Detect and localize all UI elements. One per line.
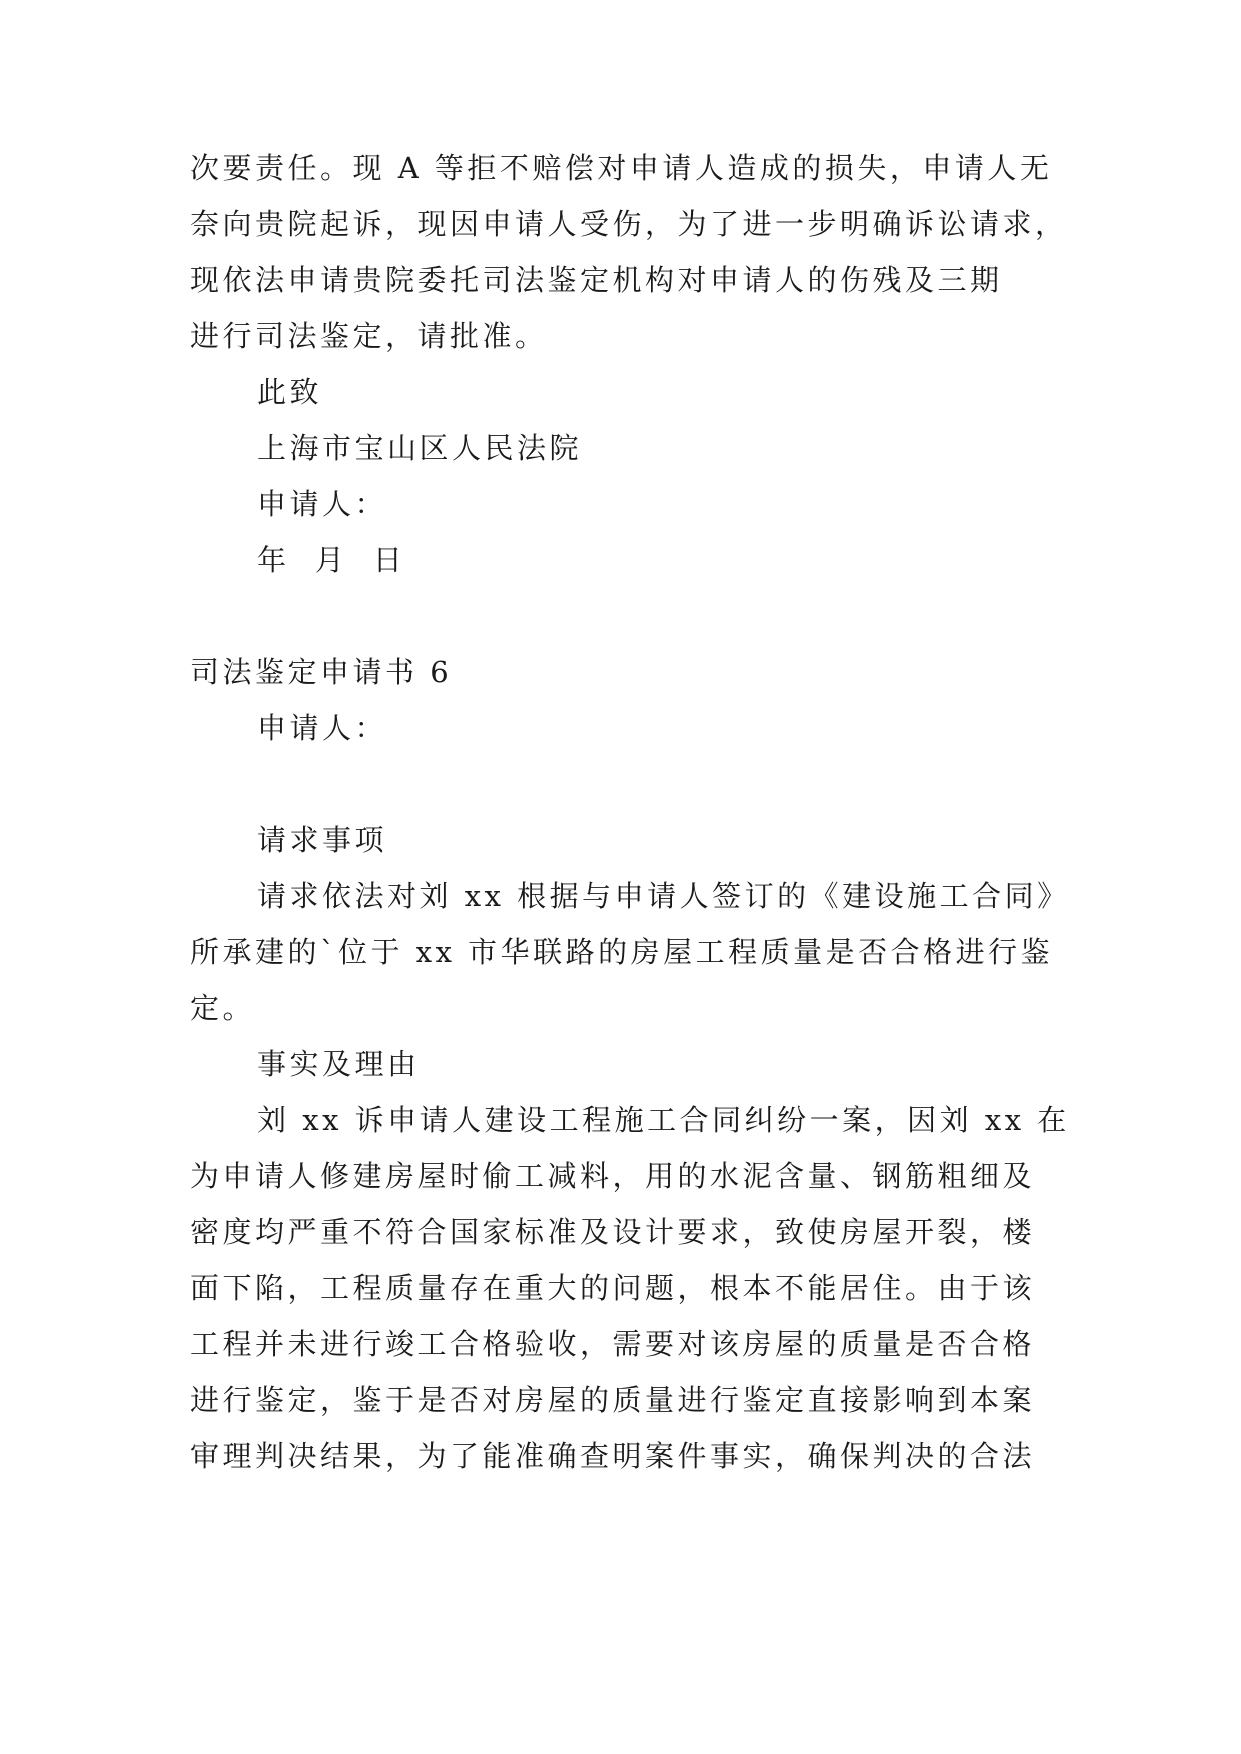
facts-heading: 事实及理由: [257, 1047, 420, 1081]
paragraph-line: 次要责任。现 A 等拒不赔偿对申请人造成的损失，申请人无: [190, 151, 1053, 185]
paragraph-line: 定。: [190, 991, 256, 1025]
paragraph-line: 奈向贵院起诉，现因申请人受伤，为了进一步明确诉讼请求，: [190, 207, 1068, 241]
request-heading: 请求事项: [257, 823, 388, 857]
paragraph-line: 请求依法对刘 xx 根据与申请人签订的《建设施工合同》: [257, 879, 1070, 913]
salutation: 此致: [257, 375, 323, 409]
date-label: 年 月 日: [257, 543, 406, 577]
paragraph-line: 工程并未进行竣工合格验收，需要对该房屋的质量是否合格: [190, 1327, 1036, 1361]
applicant-label: 申请人：: [257, 487, 388, 521]
paragraph-line: 进行鉴定，鉴于是否对房屋的质量进行鉴定直接影响到本案: [190, 1383, 1036, 1417]
paragraph-line: 现依法申请贵院委托司法鉴定机构对申请人的伤残及三期: [190, 263, 1003, 297]
paragraph-line: 为申请人修建房屋时偷工减料，用的水泥含量、钢筋粗细及: [190, 1159, 1036, 1193]
paragraph-line: 刘 xx 诉申请人建设工程施工合同纠纷一案，因刘 xx 在: [257, 1103, 1070, 1137]
paragraph-line: 所承建的`位于 xx 市华联路的房屋工程质量是否合格进行鉴: [190, 935, 1054, 969]
paragraph-line: 面下陷，工程质量存在重大的问题，根本不能居住。由于该: [190, 1271, 1036, 1305]
court-name: 上海市宝山区人民法院: [257, 431, 583, 465]
applicant-label: 申请人：: [257, 711, 388, 745]
section-title: 司法鉴定申请书 6: [190, 655, 453, 689]
paragraph-line: 密度均严重不符合国家标准及设计要求，致使房屋开裂，楼: [190, 1215, 1036, 1249]
paragraph-line: 审理判决结果，为了能准确查明案件事实，确保判决的合法: [190, 1439, 1036, 1473]
paragraph-line: 进行司法鉴定，请批准。: [190, 319, 548, 353]
